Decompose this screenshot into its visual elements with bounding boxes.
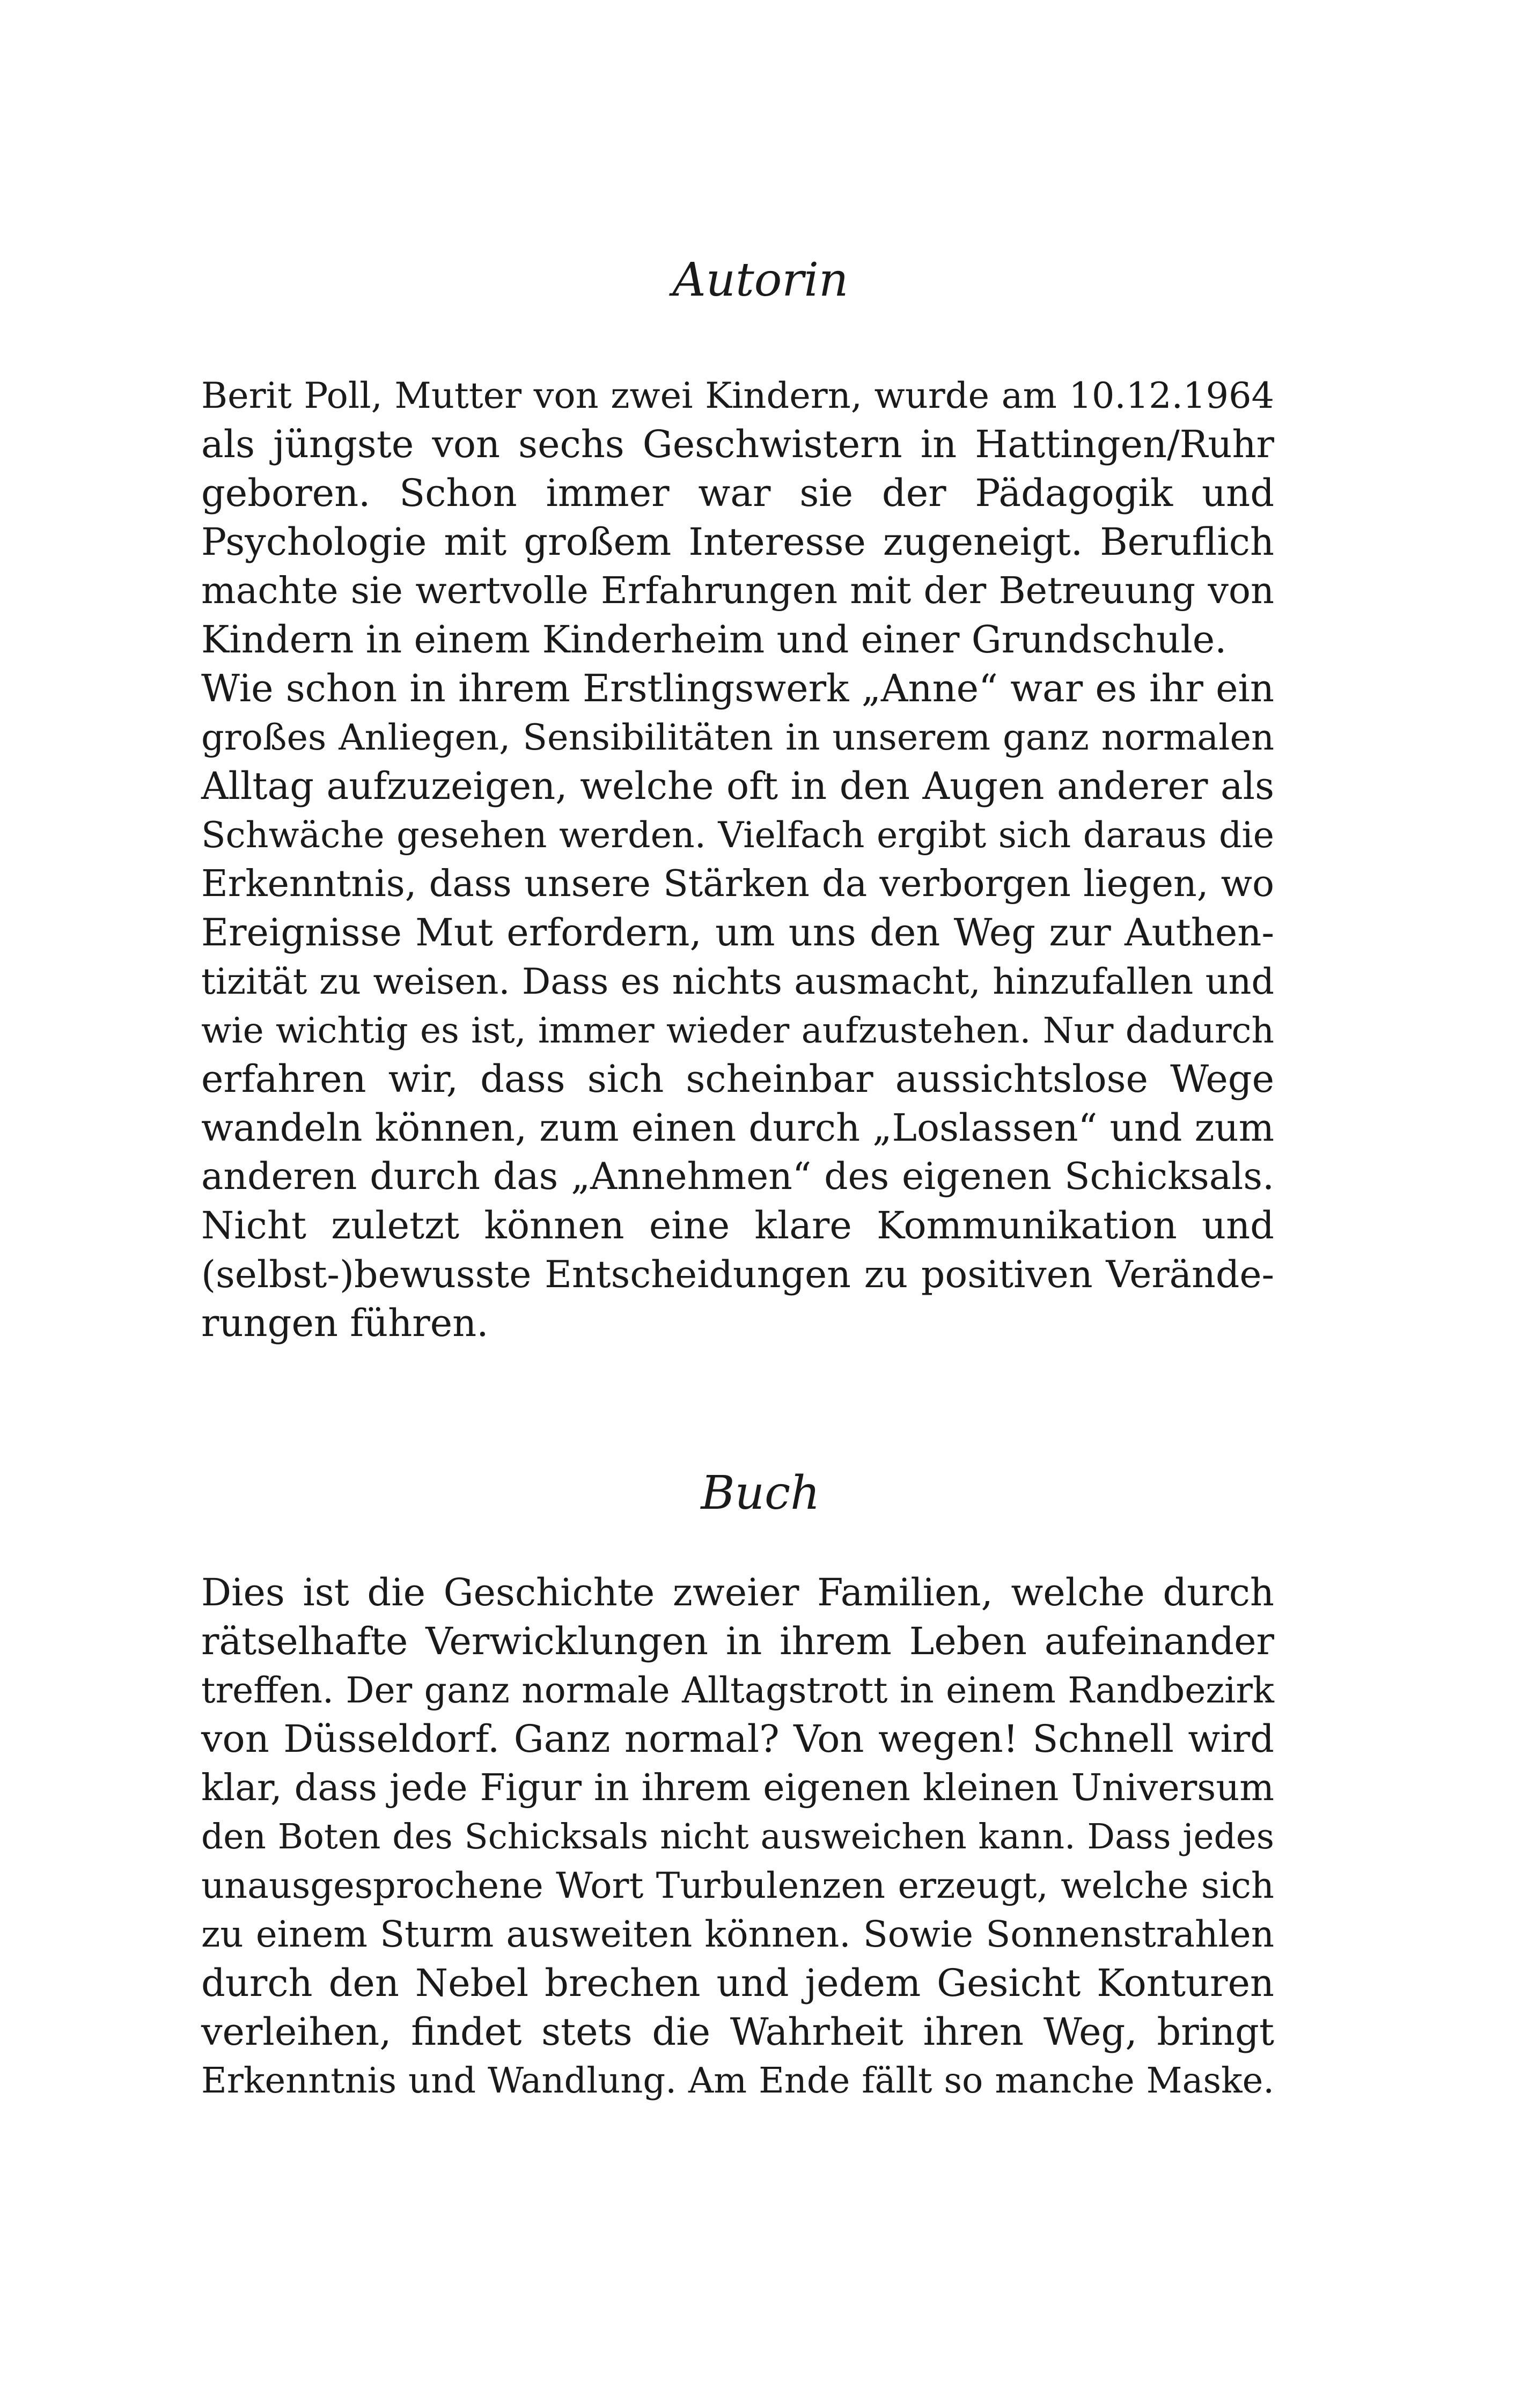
text-line: erfahren wir, dass sich scheinbar aussichtslose Wege [201, 1057, 1274, 1101]
text-line: Nicht zuletzt können eine klare Kommunikation und [201, 1203, 1274, 1247]
text-line: Dies ist die Geschichte zweier Familien, welche durch [201, 1570, 1274, 1614]
text-line: Erkenntnis, dass unsere Stärken da verborgen liegen, wo [201, 863, 1274, 905]
text-line: den Boten des Schicksals nicht ausweichen kann. Dass jedes [201, 1817, 1274, 1857]
section-heading-buch: Buch [701, 1466, 820, 1520]
text-line: (selbst-)bewusste Entscheidungen zu positiven Verände- [201, 1253, 1274, 1296]
text-line: Psychologie mit großem Interesse zugeneigt. Beruflich [201, 520, 1274, 564]
text-line: geboren. Schon immer war sie der Pädagogik und [201, 471, 1274, 515]
text-line: wandeln können, zum einen durch „Loslassen“ und zum [201, 1106, 1274, 1150]
text-line: wie wichtig es ist, immer wieder aufzustehen. Nur dadurch [201, 1010, 1274, 1051]
text-line: durch den Nebel brechen und jedem Gesicht Konturen [201, 1961, 1274, 2005]
text-line: anderen durch das „Annehmen“ des eigenen Schicksals. [201, 1155, 1274, 1198]
text-line: unausgesprochene Wort Turbulenzen erzeugt, welche sich [201, 1864, 1274, 1906]
text-line: Wie schon in ihrem Erstlingswerk „Anne“ war es ihr ein [201, 666, 1274, 710]
text-line: großes Anliegen, Sensibilitäten in unserem ganz normalen [201, 716, 1274, 758]
text-line: Erkenntnis und Wandlung. Am Ende fällt so manche Maske. [201, 2060, 1274, 2101]
text-line: als jüngste von sechs Geschwistern in Hattingen/Ruhr [201, 422, 1274, 466]
text-line: klar, dass jede Figur in ihrem eigenen kleinen Universum [201, 1767, 1274, 1809]
text-line: zu einem Sturm ausweiten können. Sowie Sonnenstrahlen [201, 1913, 1274, 1955]
text-line: treffen. Der ganz normale Alltagstrott in einem Randbezirk [201, 1670, 1274, 1711]
text-line: machte sie wertvolle Erfahrungen mit der Betreuung von [201, 570, 1274, 612]
text-line: tizität zu weisen. Dass es nichts ausmacht, hinzufallen und [201, 960, 1274, 1002]
section-heading-autorin: Autorin [672, 253, 849, 307]
text-line: Kindern in einem Kinderheim und einer Grundschule. [201, 618, 1227, 662]
text-line: Schwäche gesehen werden. Vielfach ergibt sich daraus die [201, 814, 1274, 856]
text-line: Alltag aufzuzeigen, welche oft in den Augen anderer als [201, 764, 1274, 808]
text-line: von Düsseldorf. Ganz normal? Von wegen! Schnell wird [201, 1717, 1274, 1761]
text-line: Berit Poll, Mutter von zwei Kindern, wurde am 10.12.1964 [201, 375, 1274, 416]
text-line: Ereignisse Mut erfordern, um uns den Weg zur Authen- [201, 911, 1274, 955]
text-line: verleihen, findet stets die Wahrheit ihren Weg, bringt [201, 2010, 1274, 2054]
text-line: rungen führen. [201, 1301, 489, 1345]
text-line: rätselhafte Verwicklungen in ihrem Leben aufeinander [201, 1619, 1274, 1663]
author-bio-text [201, 371, 1274, 1348]
book-description-text [201, 1568, 1274, 2105]
